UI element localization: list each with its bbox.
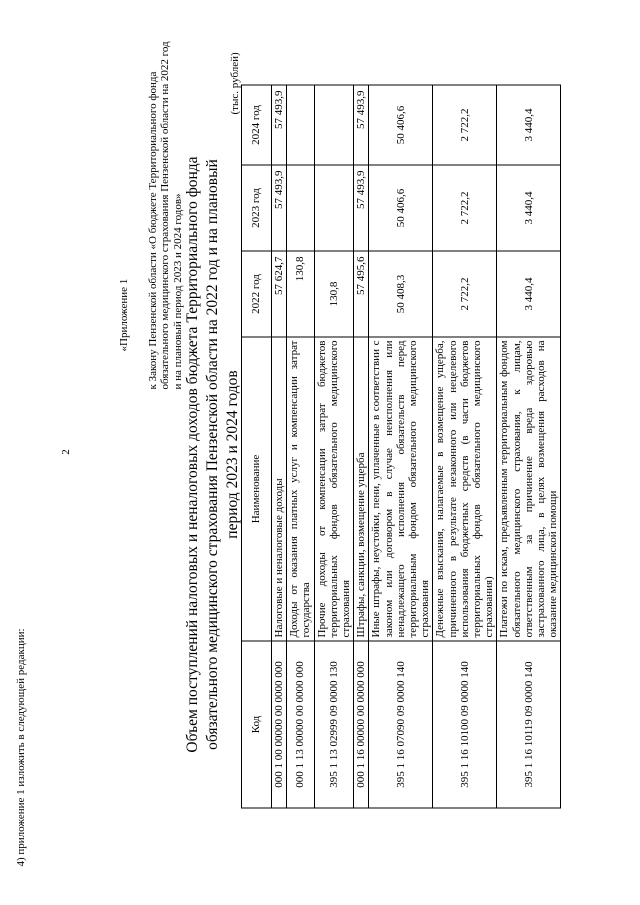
row-name: Платежи по искам, предъявленным территориальным фондом обязательного медицинского страхования, к лицам, ответственным за причинение вреда здоровью застрахованного лица, в целях возмещения расходов на оказание медицинской помощи: [497, 337, 561, 641]
row-value-2024: 57 493,9: [354, 85, 369, 165]
row-value-2024: 2 722,2: [433, 85, 497, 165]
row-value-2024: 50 406,6: [369, 85, 433, 165]
page-number: 2: [60, 449, 72, 455]
header-2024: 2024 год: [242, 85, 272, 165]
row-value-2024: [314, 85, 354, 165]
table-row: [287, 85, 314, 808]
row-value-2022: 2 722,2: [433, 251, 497, 337]
row-value-2023: 57 493,9: [354, 165, 369, 251]
row-name: Штрафы, санкции, возмещение ущерба: [354, 337, 369, 641]
table-header-row: [242, 85, 272, 808]
row-value-2022: 57 624,7: [272, 251, 287, 337]
row-value-2022: 130,8: [314, 251, 354, 337]
row-value-2022: 3 440,4: [497, 251, 561, 337]
row-value-2023: 3 440,4: [497, 165, 561, 251]
amendment-text: 4) приложение 1 изложить в следующей редакции:: [15, 628, 27, 867]
row-value-2023: [314, 165, 354, 251]
row-name: Прочие доходы от компенсации затрат бюджетов территориальных фондов обязательного медицинского страхования: [314, 337, 354, 641]
row-name: Денежные взыскания, налагаемые в возмещение ущерба, причиненного в результате незаконного или нецелевого использования бюджетных средств (в части бюджетов территориальных фондов обязательного медицинского страхования): [433, 337, 497, 641]
units-label: (тыс. рублей): [229, 52, 241, 115]
row-code: 395 1 13 02999 09 0000 130: [314, 641, 354, 808]
row-value-2024: 57 493,9: [272, 85, 287, 165]
table-row: [314, 85, 354, 808]
annex-reference: к Закону Пензенской области «О бюджете Территориального фонда обязательного медицинского страхования Пензенской области на 2022 год и на плановый период 2023 и 2024 годов»: [146, 41, 184, 390]
document-title: Объем поступлений налоговых и неналоговых доходов бюджета Территориального фонда обязательного медицинского страхования Пензенской области на 2022 год и на плановый период 2023 и 2024 годов: [184, 156, 241, 753]
row-value-2022: 50 408,3: [369, 251, 433, 337]
row-value-2024: [287, 85, 314, 165]
row-value-2023: 50 406,6: [369, 165, 433, 251]
row-value-2023: 57 493,9: [272, 165, 287, 251]
row-code: 395 1 16 07090 09 0000 140: [369, 641, 433, 808]
revenue-table: [241, 85, 561, 809]
row-code: 395 1 16 10100 09 0000 140: [433, 641, 497, 808]
row-name: Налоговые и неналоговые доходы: [272, 337, 287, 641]
annex-header: [118, 40, 184, 390]
annex-title: «Приложение 1: [118, 278, 130, 352]
table-row: [354, 85, 369, 808]
row-code: 000 1 16 00000 00 0000 000: [354, 641, 369, 808]
row-code: 000 1 00 00000 00 0000 000: [272, 641, 287, 808]
table-row: [369, 85, 433, 808]
row-code: 395 1 16 10119 09 0000 140: [497, 641, 561, 808]
row-value-2024: 3 440,4: [497, 85, 561, 165]
table-row: [497, 85, 561, 808]
row-name: Иные штрафы, неустойки, пени, уплаченные в соответствии с законом или договором в случае неисполнения или ненадлежащего исполнения обязательств перед территориальным фондом обязательного медицинского страхования: [369, 337, 433, 641]
header-2022: 2022 год: [242, 251, 272, 337]
row-value-2022: 57 495,6: [354, 251, 369, 337]
header-code: Код: [242, 641, 272, 808]
header-2023: 2023 год: [242, 165, 272, 251]
row-name: Доходы от оказания платных услуг и компенсации затрат государства: [287, 337, 314, 641]
header-name: Наименование: [242, 337, 272, 641]
table-row: [272, 85, 287, 808]
row-value-2022: 130,8: [287, 251, 314, 337]
table-row: [433, 85, 497, 808]
row-value-2023: 2 722,2: [433, 165, 497, 251]
row-value-2023: [287, 165, 314, 251]
row-code: 000 1 13 00000 00 0000 000: [287, 641, 314, 808]
